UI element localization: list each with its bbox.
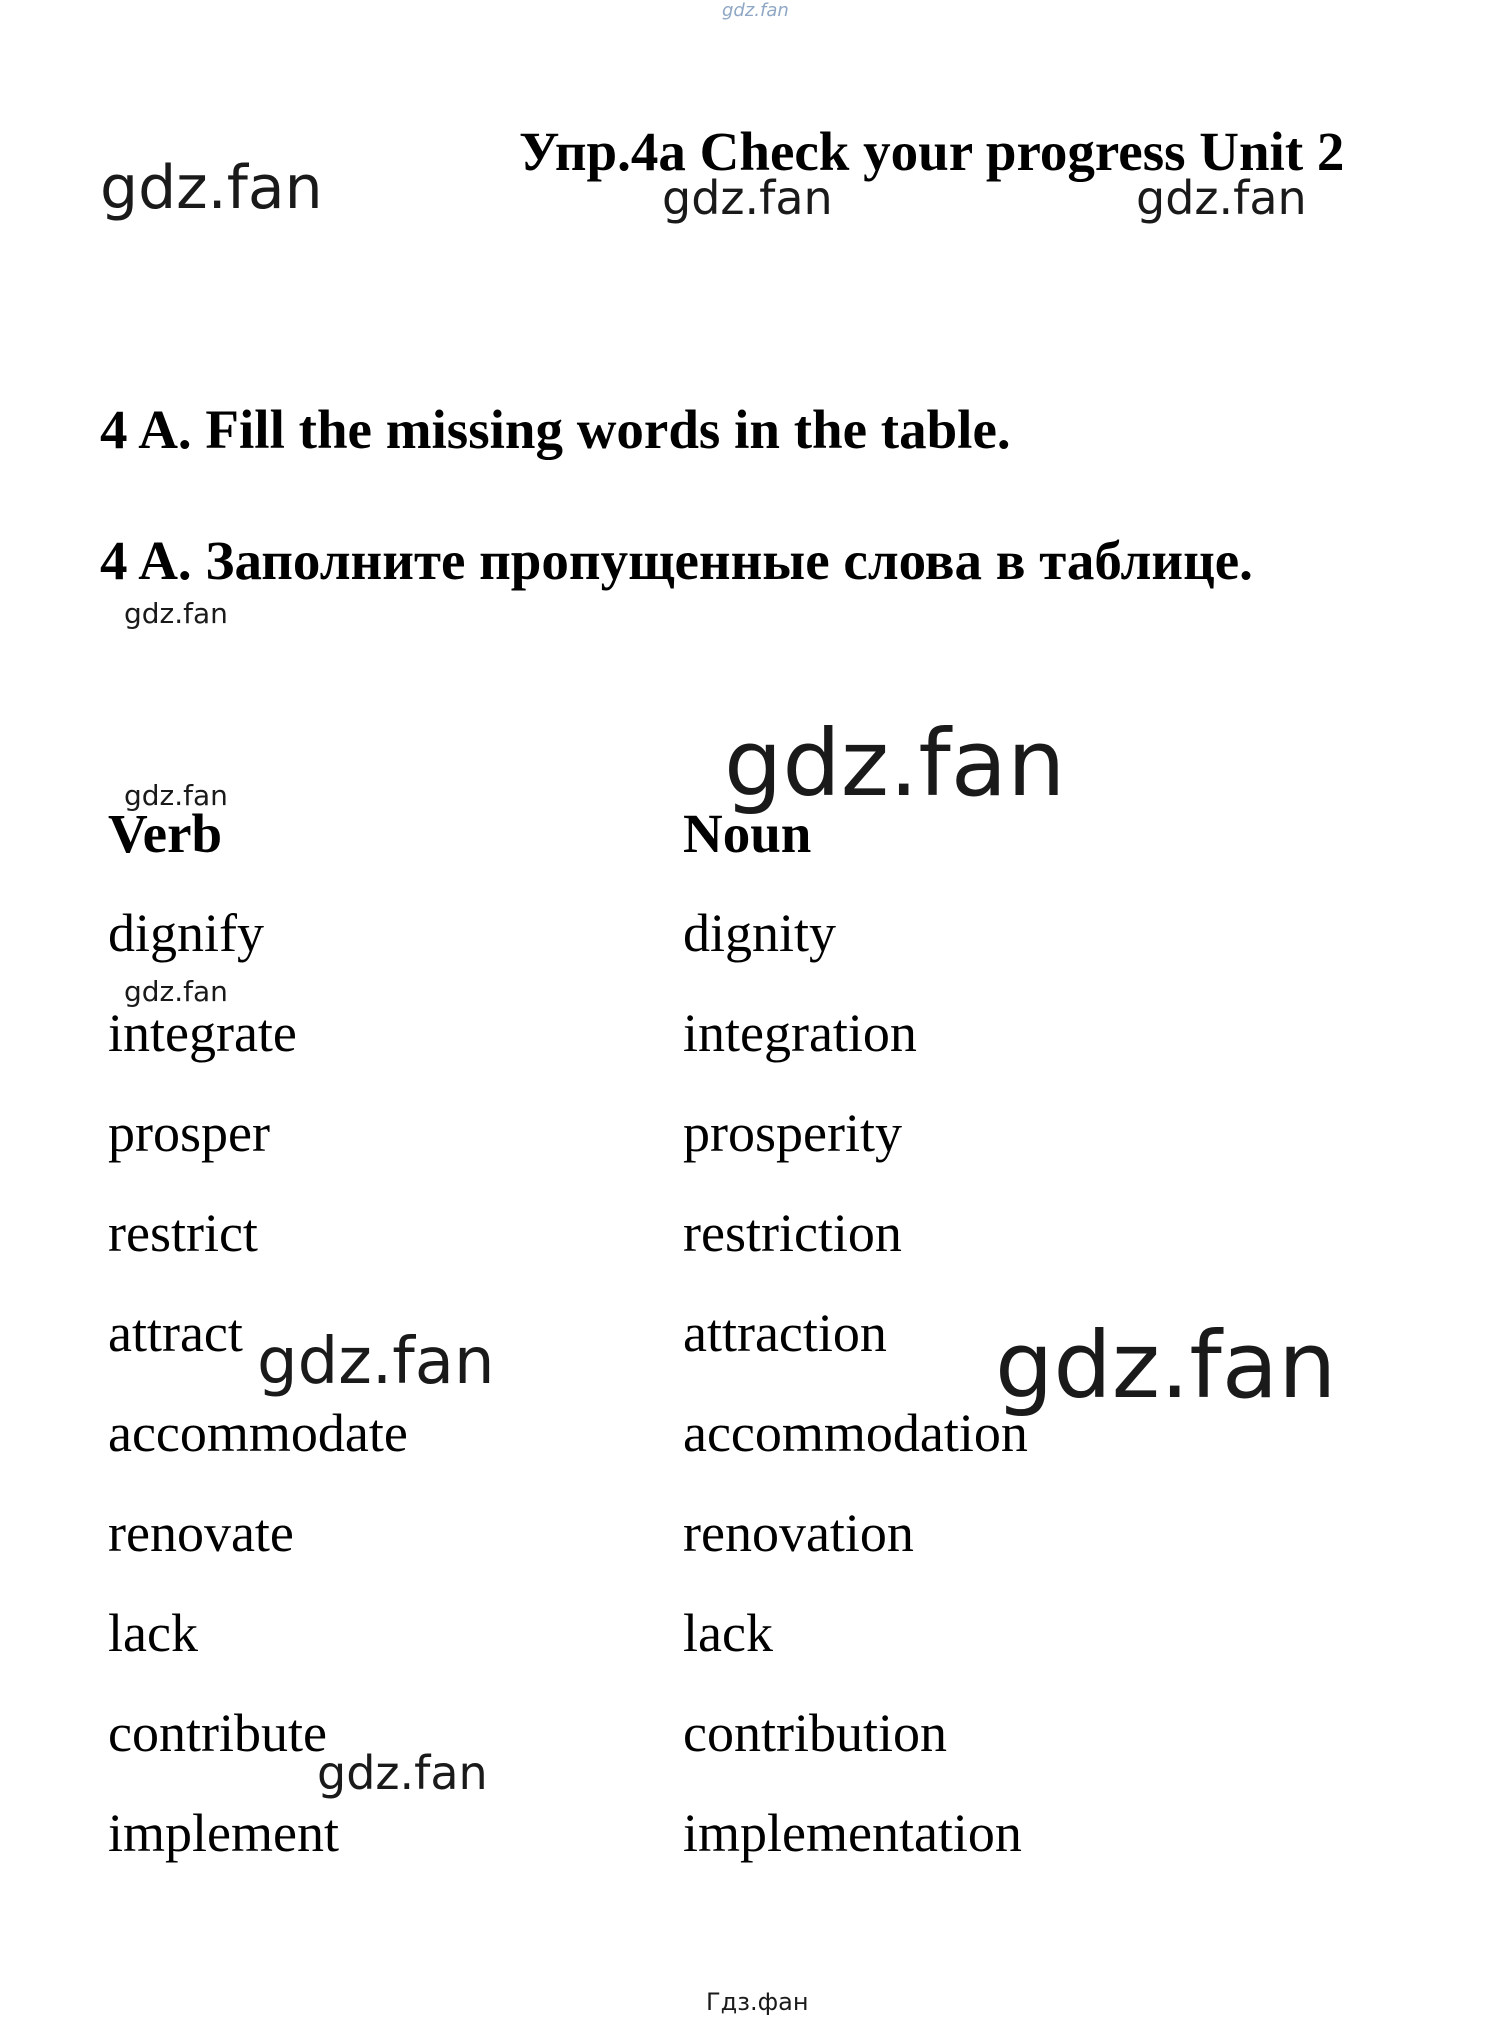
noun-cell: attraction bbox=[683, 1303, 887, 1363]
verb-cell: attract bbox=[108, 1303, 243, 1363]
verb-cell: prosper bbox=[108, 1103, 270, 1163]
noun-cell: prosperity bbox=[683, 1103, 902, 1163]
instruction-heading-ru: 4 A. Заполните пропущенные слова в таблице. bbox=[100, 530, 1253, 591]
watermark-4: gdz.fan bbox=[124, 597, 228, 630]
verb-cell: implement bbox=[108, 1803, 339, 1863]
verb-cell: restrict bbox=[108, 1203, 258, 1263]
verb-cell: integrate bbox=[108, 1003, 297, 1063]
noun-cell: renovation bbox=[683, 1503, 914, 1563]
instruction-heading-en: 4 A. Fill the missing words in the table. bbox=[100, 399, 1011, 460]
verb-cell: contribute bbox=[108, 1703, 327, 1763]
noun-cell: restriction bbox=[683, 1203, 902, 1263]
watermark-7: gdz.fan bbox=[124, 975, 228, 1008]
watermark-2: gdz.fan bbox=[662, 171, 833, 225]
watermark-5: gdz.fan bbox=[724, 710, 1066, 817]
noun-cell: dignity bbox=[683, 903, 837, 963]
noun-cell: accommodation bbox=[683, 1403, 1028, 1463]
watermark-10: gdz.fan bbox=[317, 1746, 488, 1800]
verb-cell: renovate bbox=[108, 1503, 294, 1563]
watermark-1: gdz.fan bbox=[100, 153, 323, 223]
verb-cell: dignify bbox=[108, 903, 264, 963]
column-header-noun: Noun bbox=[683, 803, 812, 864]
noun-cell: integration bbox=[683, 1003, 917, 1063]
noun-cell: implementation bbox=[683, 1803, 1022, 1863]
page-title: Упр.4a Check your progress Unit 2 bbox=[519, 121, 1345, 182]
watermark-6: gdz.fan bbox=[124, 779, 228, 812]
column-header-verb: Verb bbox=[108, 803, 223, 864]
watermark-top: gdz.fan bbox=[722, 0, 789, 21]
watermark-footer: Гдз.фан bbox=[706, 1988, 809, 2016]
watermark-9: gdz.fan bbox=[995, 1312, 1337, 1419]
noun-cell: lack bbox=[683, 1603, 773, 1663]
noun-cell: contribution bbox=[683, 1703, 947, 1763]
watermark-8: gdz.fan bbox=[257, 1325, 495, 1399]
verb-cell: lack bbox=[108, 1603, 198, 1663]
verb-cell: accommodate bbox=[108, 1403, 408, 1463]
watermark-3: gdz.fan bbox=[1136, 171, 1307, 225]
